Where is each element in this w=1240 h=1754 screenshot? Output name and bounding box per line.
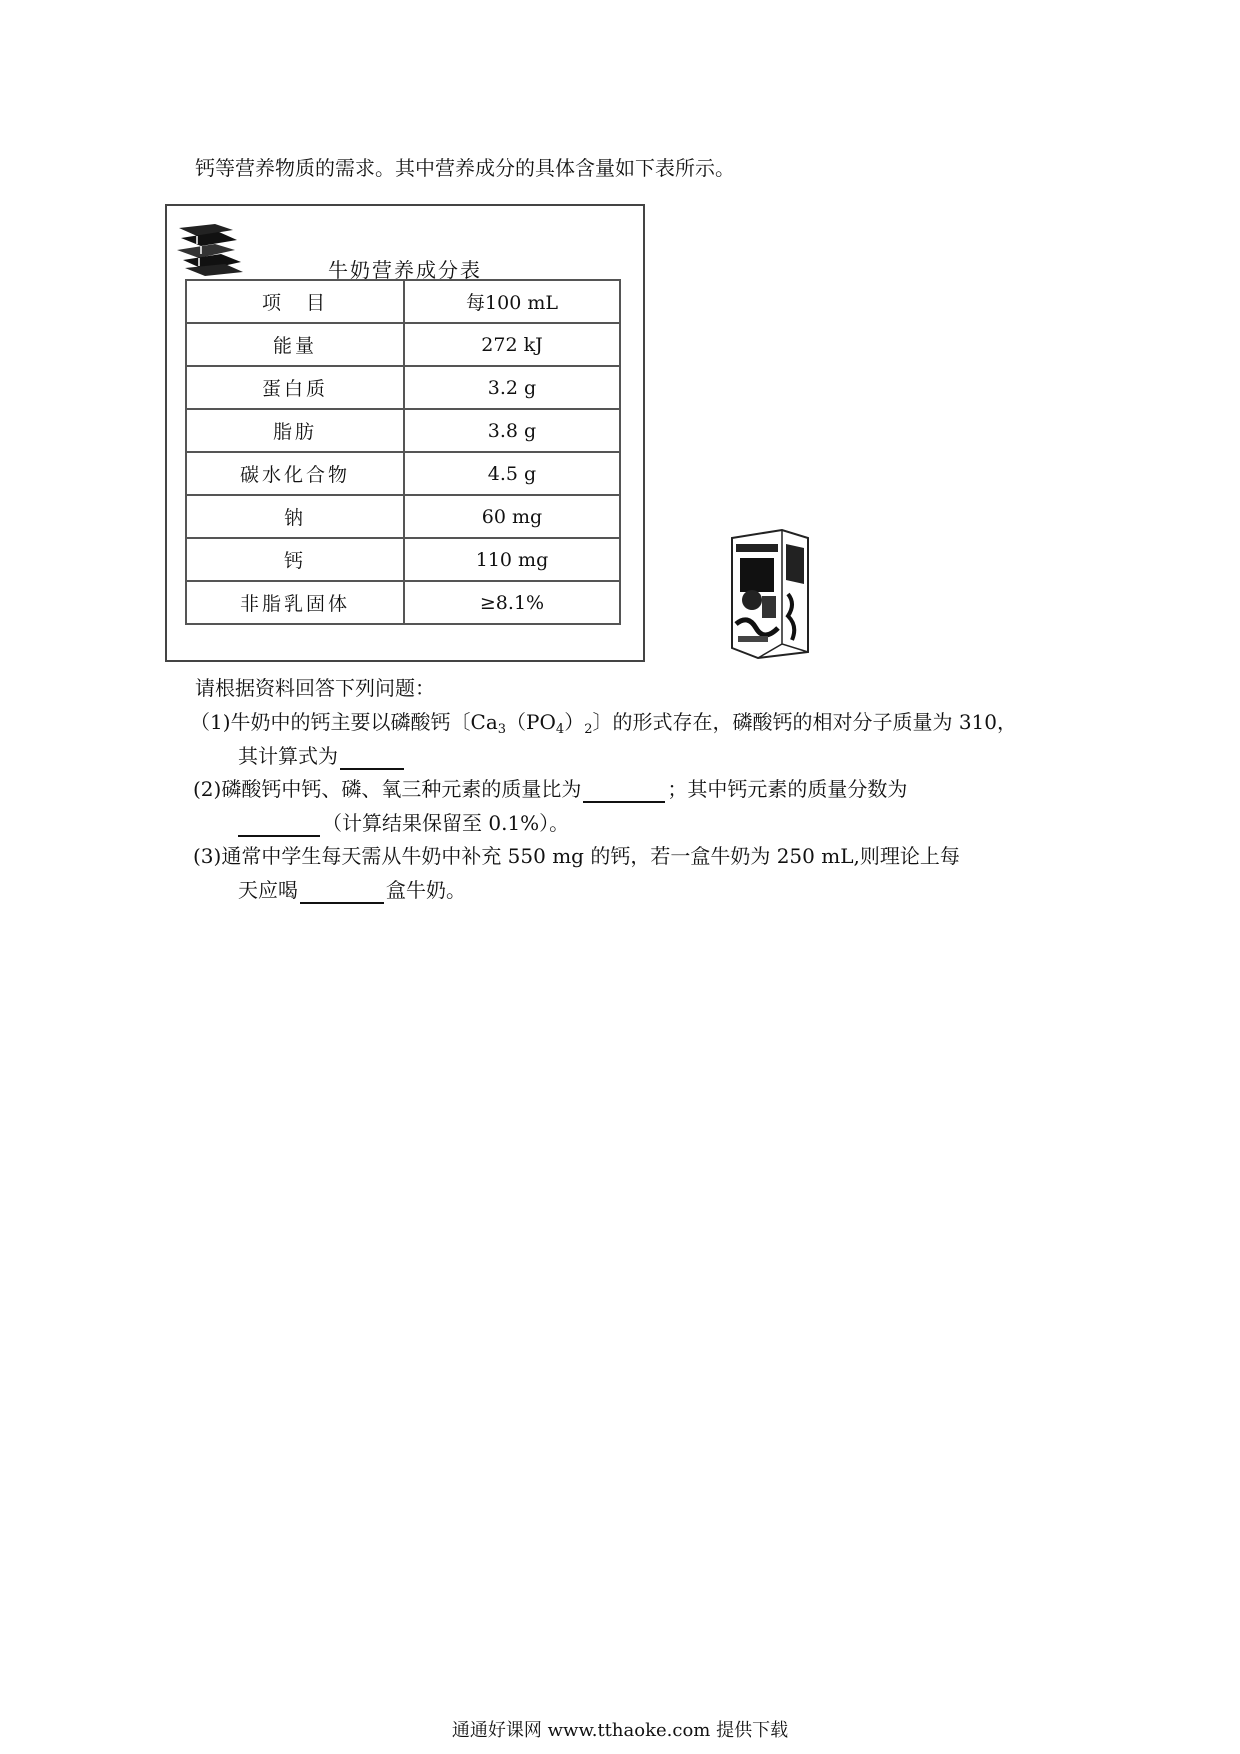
row-value: 110 mg bbox=[404, 538, 620, 581]
q2-line2-text: （计算结果保留至 0.1%）。 bbox=[322, 811, 570, 835]
q1-text-mid: （PO bbox=[506, 710, 556, 734]
q1-text-after: ） bbox=[564, 710, 585, 734]
table-row bbox=[186, 366, 620, 409]
row-item: 能量 bbox=[186, 323, 404, 366]
q2-text: (2)磷酸钙中钙、磷、氧三种元素的质量比为 bbox=[193, 777, 582, 801]
question-1 bbox=[190, 708, 1017, 744]
q1-subscript: 3 bbox=[497, 722, 507, 737]
intro-text: 钙等营养物质的需求。其中营养成分的具体含量如下表所示。 bbox=[195, 156, 735, 180]
header-value: 每100 mL bbox=[404, 280, 620, 323]
row-value: 60 mg bbox=[404, 495, 620, 538]
questions-prompt: 请根据资料回答下列问题： bbox=[195, 676, 435, 700]
q1-line2-text: 其计算式为 bbox=[238, 744, 338, 768]
question-1-line-2 bbox=[238, 742, 406, 770]
row-value: ≥8.1% bbox=[404, 581, 620, 624]
table-row bbox=[186, 409, 620, 452]
question-2 bbox=[193, 775, 907, 803]
q1-subscript: 4 bbox=[555, 722, 565, 737]
table-row bbox=[186, 581, 620, 624]
row-item: 钠 bbox=[186, 495, 404, 538]
row-item: 钙 bbox=[186, 538, 404, 581]
q3-line2-text: 天应喝 bbox=[238, 878, 298, 902]
question-3-line-2 bbox=[238, 876, 466, 904]
milk-carton-icon bbox=[722, 524, 816, 660]
row-item: 脂肪 bbox=[186, 409, 404, 452]
q3-line2-text-end: 盒牛奶。 bbox=[386, 878, 466, 902]
question-2-line-2 bbox=[236, 809, 569, 837]
table-row bbox=[186, 452, 620, 495]
row-item: 非脂乳固体 bbox=[186, 581, 404, 624]
header-item: 项 目 bbox=[186, 280, 404, 323]
row-value: 3.8 g bbox=[404, 409, 620, 452]
row-item: 蛋白质 bbox=[186, 366, 404, 409]
row-value: 3.2 g bbox=[404, 366, 620, 409]
nutrition-table-figure bbox=[165, 204, 645, 662]
table-title: 牛奶营养成分表 bbox=[328, 258, 482, 282]
row-value: 4.5 g bbox=[404, 452, 620, 495]
nutrition-table bbox=[185, 279, 621, 625]
table-row bbox=[186, 495, 620, 538]
footer-text: 通通好课网 www.tthaoke.com 提供下载 bbox=[451, 1720, 789, 1741]
q1-text-start: （1)牛奶中的钙主要以磷酸钙〔Ca bbox=[190, 710, 498, 734]
table-row bbox=[186, 323, 620, 366]
row-value: 272 kJ bbox=[404, 323, 620, 366]
q2-text-end: ；其中钙元素的质量分数为 bbox=[667, 777, 908, 801]
q1-text-end: 〕的形式存在，磷酸钙的相对分子质量为 310， bbox=[592, 710, 1017, 734]
answer-blank[interactable] bbox=[340, 746, 404, 770]
q1-subscript: 2 bbox=[584, 722, 593, 737]
answer-blank[interactable] bbox=[583, 779, 665, 803]
answer-blank[interactable] bbox=[238, 813, 320, 837]
answer-blank[interactable] bbox=[300, 880, 384, 904]
table-header-row bbox=[186, 280, 620, 323]
table-row bbox=[186, 538, 620, 581]
question-3: (3)通常中学生每天需从牛奶中补充 550 mg 的钙，若一盒牛奶为 250 mL,则理论上每 bbox=[193, 844, 960, 868]
row-item: 碳水化合物 bbox=[186, 452, 404, 495]
